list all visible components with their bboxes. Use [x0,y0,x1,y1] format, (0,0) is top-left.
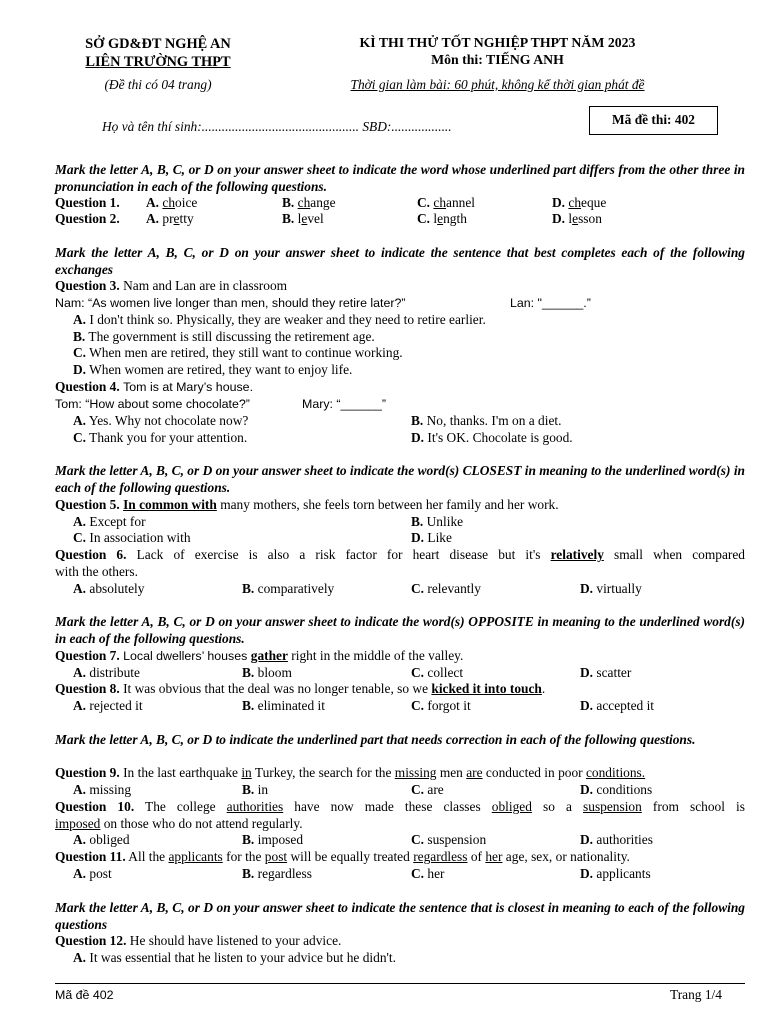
q2-option-d[interactable]: D. lesson [552,211,602,226]
question-2-label: Question 2. [55,211,120,226]
q1-option-a[interactable]: A. choice [146,195,198,210]
q3-lan-line: Lan: "______.” [510,296,591,310]
question-3-stem: Nam and Lan are in classroom [123,278,288,293]
footer-exam-code: Mã đề 402 [55,988,114,1002]
q4-option-a[interactable]: A. Yes. Why not chocolate now? [73,413,249,428]
q4-option-c[interactable]: C. Thank you for your attention. [73,430,248,445]
q10-line-2: imposed on those who do not attend regularly. [55,816,303,831]
question-12-label: Question 12. [55,933,127,948]
footer-rule [55,983,745,984]
question-12-stem: He should have listened to your advice. [129,933,342,948]
q9-option-a[interactable]: A. missing [73,782,132,797]
question-5-label: Question 5. [55,497,120,512]
q11-option-d[interactable]: D. applicants [580,866,651,881]
section-6-text: Mark the letter A, B, C, or D on your answer sheet to indicate the sentence that is closest in meaning to each of the following questions [55,900,745,932]
q6-underlined: relatively [550,547,604,562]
q7-option-d[interactable]: D. scatter [580,665,632,680]
q4-option-b[interactable]: B. No, thanks. I'm on a diet. [411,413,562,428]
question-7-label: Question 7. [55,648,120,663]
question-11: Question 11. All the applicants for the post will be equally treated regardless of her age, sex, or nationality. [55,849,630,864]
section-4-instruction [55,614,745,648]
q1-option-c[interactable]: C. channel [417,195,476,210]
q5-option-c[interactable]: C. In association with [73,530,191,545]
q8-option-c[interactable]: C. forgot it [411,698,471,713]
q4-dialogue [55,396,745,413]
question-3 [55,278,745,295]
q8-underlined: kicked it into touch [431,681,542,696]
q11-underline-c: her [485,849,503,864]
q7-option-c[interactable]: C. collect [411,665,464,680]
q10-option-c[interactable]: C. suspension [411,832,487,847]
section-5-instruction [55,732,745,749]
q5-option-d[interactable]: D. Like [411,530,452,545]
q10-underline-c: suspension [583,799,642,814]
q5-rest: many mothers, she feels torn between her family and her work. [216,497,559,512]
q5-option-b[interactable]: B. Unlike [411,514,464,529]
q1-option-d[interactable]: D. cheque [552,195,607,210]
q5-option-a[interactable]: A. Except for [73,514,146,529]
q8-pre: It was obvious that the deal was no longer tenable, so we [123,681,432,696]
question-4-stem: Tom is at Mary’s house. [123,380,254,394]
q9-option-c[interactable]: C. are [411,782,444,797]
q7-option-a[interactable]: A. distribute [73,665,140,680]
q7-pre: Local dwellers’ houses [123,649,251,663]
question-5 [55,497,745,514]
section-3-text: Mark the letter A, B, C, or D on your answer sheet to indicate the word(s) CLOSEST in meaning to the underlined word(s) in each of the following questions. [55,463,745,495]
q3-option-a[interactable]: A. I don't think so. Physically, they are weaker and they need to retire earlier. [73,312,486,327]
header-dept: SỞ GD&ĐT NGHỆ AN [85,36,231,52]
q7-underlined: gather [250,648,288,663]
q8-post: . [541,681,546,696]
q9-option-b[interactable]: B. in [242,782,269,797]
q3-option-c[interactable]: C. When men are retired, they still want to continue working. [73,345,403,360]
section-1-instruction [55,162,745,196]
section-5-text: Mark the letter A, B, C, or D to indicate the underlined part that needs correction in each of the following questions. [55,732,696,747]
section-4-text: Mark the letter A, B, C, or D on your answer sheet to indicate the word(s) OPPOSITE in meaning to the underlined word(s) in each of the following questions. [55,614,745,646]
section-3-instruction [55,463,745,497]
question-10-label: Question 10. [55,799,135,814]
question-3-label: Question 3. [55,278,120,293]
question-7 [55,648,745,665]
exam-time-text: Thời gian làm bài: 60 phút, không kể thời gian phát đề [350,77,645,92]
q6-option-d[interactable]: D. virtually [580,581,642,596]
q9-option-d[interactable]: D. conditions [580,782,653,797]
q4-mary-line: Mary: “______” [302,397,387,411]
q8-option-d[interactable]: D. accepted it [580,698,655,713]
q4-option-d[interactable]: D. It's OK. Chocolate is good. [411,430,573,445]
question-1-label: Question 1. [55,195,120,210]
q10-underline-b: imposed [55,816,101,831]
q11-underline-d: applicants [168,849,223,864]
q3-option-b[interactable]: B. The government is still discussing the retirement age. [73,329,375,344]
section-2-text: Mark the letter A, B, C, or D on your answer sheet to indicate the sentence that best completes each of the following exchanges [55,245,745,277]
q4-tom-line: Tom: “How about some chocolate?” [55,397,250,411]
question-9: Question 9. In the last earthquake in Turkey, the search for the missing men are conducted in poor conditions. [55,765,646,780]
question-8-label: Question 8. [55,681,120,696]
question-9-label: Question 9. [55,765,120,780]
section-6-instruction [55,900,745,934]
q10-underline-d: authorities [226,799,284,814]
q7-post: right in the middle of the valley. [287,648,464,663]
candidate-line: Họ và tên thí sinh:............................................... SBD:.................. [102,119,452,134]
exam-subject: Môn thi: TIẾNG ANH [431,52,564,67]
q1-option-b[interactable]: B. change [282,195,336,210]
q10-option-b[interactable]: B. imposed [242,832,304,847]
q9-underline-a: missing [394,765,437,780]
q11-option-a[interactable]: A. post [73,866,112,881]
exam-code: Mã đề thi: 402 [612,112,695,128]
q12-option-a[interactable]: A. It was essential that he listen to your advice but he didn't. [73,950,396,965]
question-10: Question 10. The college authorities have now made these classes obliged so a suspension from school is [55,799,745,814]
q3-option-d[interactable]: D. When women are retired, they want to enjoy life. [73,362,353,377]
header-school-name: LIÊN TRƯỜNG THPT [85,54,231,70]
exam-title: KÌ THI THỬ TỐT NGHIỆP THPT NĂM 2023 [359,35,636,50]
question-1 [55,195,745,212]
header-pages-note: (Đề thi có 04 trang) [104,77,212,92]
q6-option-c[interactable]: C. relevantly [411,581,481,596]
question-12 [55,933,745,950]
section-2-instruction [55,245,745,279]
header-school [56,54,260,71]
q10-option-d[interactable]: D. authorities [580,832,653,847]
q2-option-c[interactable]: C. length [417,211,467,226]
footer-page-number: Trang 1/4 [670,987,722,1002]
q3-nam-line: Nam: “As women live longer than men, should they retire later?” [55,296,406,310]
q10-option-a[interactable]: A. obliged [73,832,130,847]
question-8 [55,681,745,698]
q8-option-a[interactable]: A. rejected it [73,698,143,713]
q9-underline-d: conditions. [585,765,646,780]
q6-option-a[interactable]: A. absolutely [73,581,145,596]
q6-post: small when compared [603,547,745,562]
q10-underline-a: obliged [491,799,532,814]
q6-line-2: with the others. [55,564,138,579]
q11-option-c[interactable]: C. her [411,866,445,881]
question-4 [55,379,745,396]
q11-underline-b: regardless [413,849,468,864]
question-2 [55,211,745,228]
question-6 [55,547,745,564]
exam-time-note [320,77,675,94]
q8-option-b[interactable]: B. eliminated it [242,698,325,713]
q3-dialogue [55,295,745,312]
q9-underline-b: in [241,765,252,780]
question-11-label: Question 11. [55,849,126,864]
question-6-label: Question 6. [55,547,127,562]
exam-code-box [589,106,718,135]
q7-option-b[interactable]: B. bloom [242,665,292,680]
q6-pre: Lack of exercise is also a risk factor for heart disease but it's [136,547,551,562]
q2-option-b[interactable]: B. level [282,211,324,226]
q6-option-b[interactable]: B. comparatively [242,581,335,596]
q11-option-b[interactable]: B. regardless [242,866,312,881]
q2-option-a[interactable]: A. pretty [146,211,194,226]
section-1-text: Mark the letter A, B, C, or D on your answer sheet to indicate the word whose underlined part differs from the other three in pronunciation in each of the following questions. [55,162,745,194]
q11-underline-a: post [264,849,288,864]
q5-underlined: In common with [123,497,217,512]
question-4-label: Question 4. [55,379,120,394]
q9-underline-c: are [466,765,483,780]
